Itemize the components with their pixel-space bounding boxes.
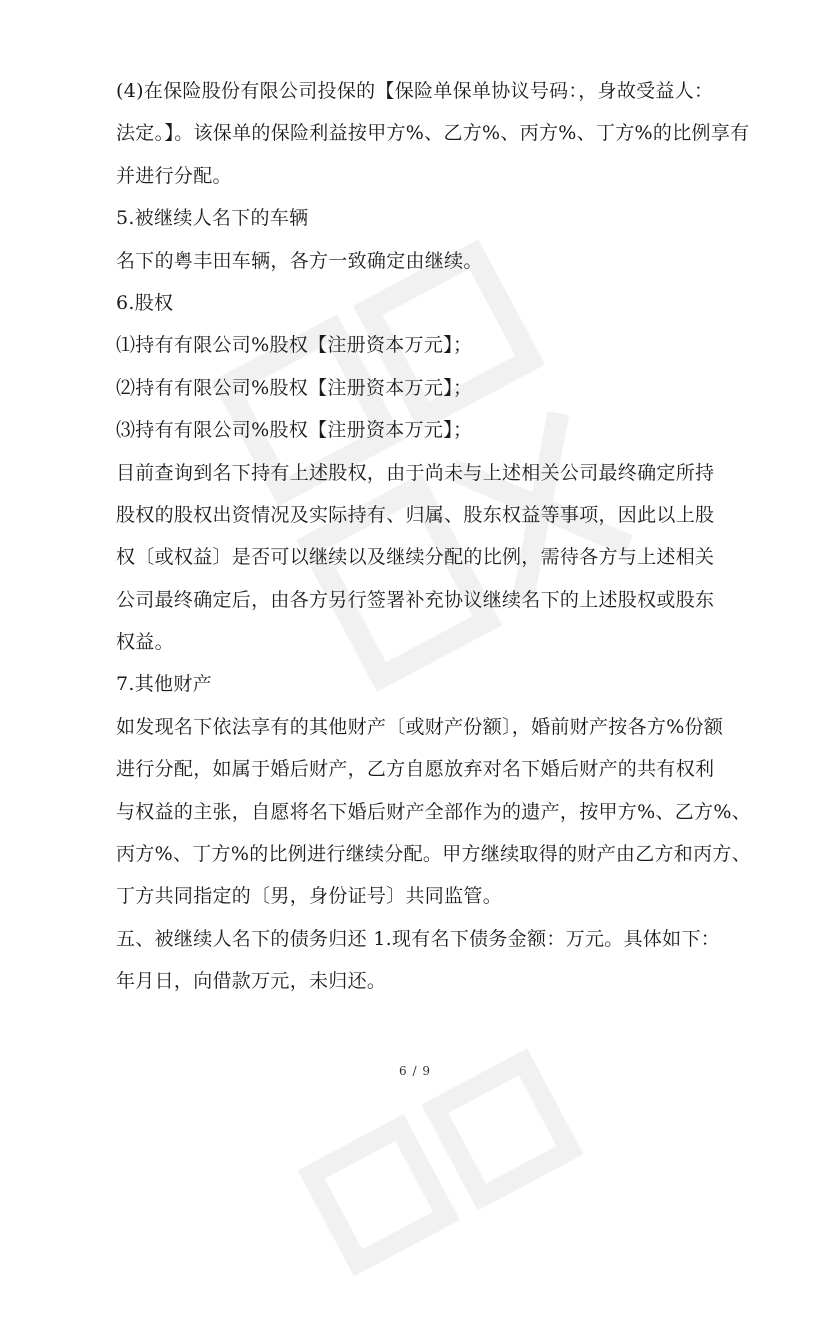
page-number: 6 / 9 (399, 1064, 431, 1078)
text-line: 公司最终确定后，由各方另行签署补充协议继续名下的上述股权或股东 (116, 588, 715, 611)
text-line: 股权的股权出资情况及实际持有、归属、股东权益等事项，因此以上股 (116, 503, 715, 526)
list-item: ⑵持有有限公司%股权【注册资本万元】； (116, 376, 473, 399)
text-line: 年月日，向借款万元，未归还。 (116, 970, 387, 993)
document-body (116, 70, 752, 1003)
section-heading: 7.其他财产 (116, 673, 212, 696)
list-item: ⑴持有有限公司%股权【注册资本万元】； (116, 334, 473, 357)
text-line: 如发现名下依法享有的其他财产〔或财产份额〕，婚前财产按各方%份额 (116, 715, 724, 738)
text-line: 与权益的主张，自愿将名下婚后财产全部作为的遗产，按甲方%、乙方%、 (116, 800, 752, 823)
text-line: 法定。】。该保单的保险利益按甲方%、乙方%、丙方%、丁方%的比例享有 (116, 122, 750, 145)
text-line: (4)在保险股份有限公司投保的【保险单保单协议号码：，身故受益人： (116, 80, 714, 102)
text-line: 权益。 (116, 631, 174, 654)
text-line: 名下的粤丰田车辆，各方一致确定由继续。 (116, 249, 483, 272)
text-line: 丁方共同指定的〔男，身份证号〕共同监管。 (116, 885, 503, 908)
text-line: 并进行分配。 (116, 164, 232, 187)
list-item: ⑶持有有限公司%股权【注册资本万元】； (116, 419, 473, 442)
text-line: 权〔或权益〕是否可以继续以及继续分配的比例，需待各方与上述相关 (116, 546, 715, 569)
text-line: 目前查询到名下持有上述股权，由于尚未与上述相关公司最终确定所持 (116, 461, 715, 484)
text-line: 进行分配，如属于婚后财产，乙方自愿放弃对名下婚后财产的共有权利 (116, 758, 715, 781)
section-heading: 5.被继续人名下的车辆 (116, 207, 309, 230)
section-heading: 6.股权 (116, 291, 174, 314)
text-line: 丙方%、丁方%的比例进行继续分配。甲方继续取得的财产由乙方和丙方、 (116, 843, 752, 866)
section-heading: 五、被继续人名下的债务归还 1.现有名下债务金额：万元。具体如下： (116, 927, 721, 950)
